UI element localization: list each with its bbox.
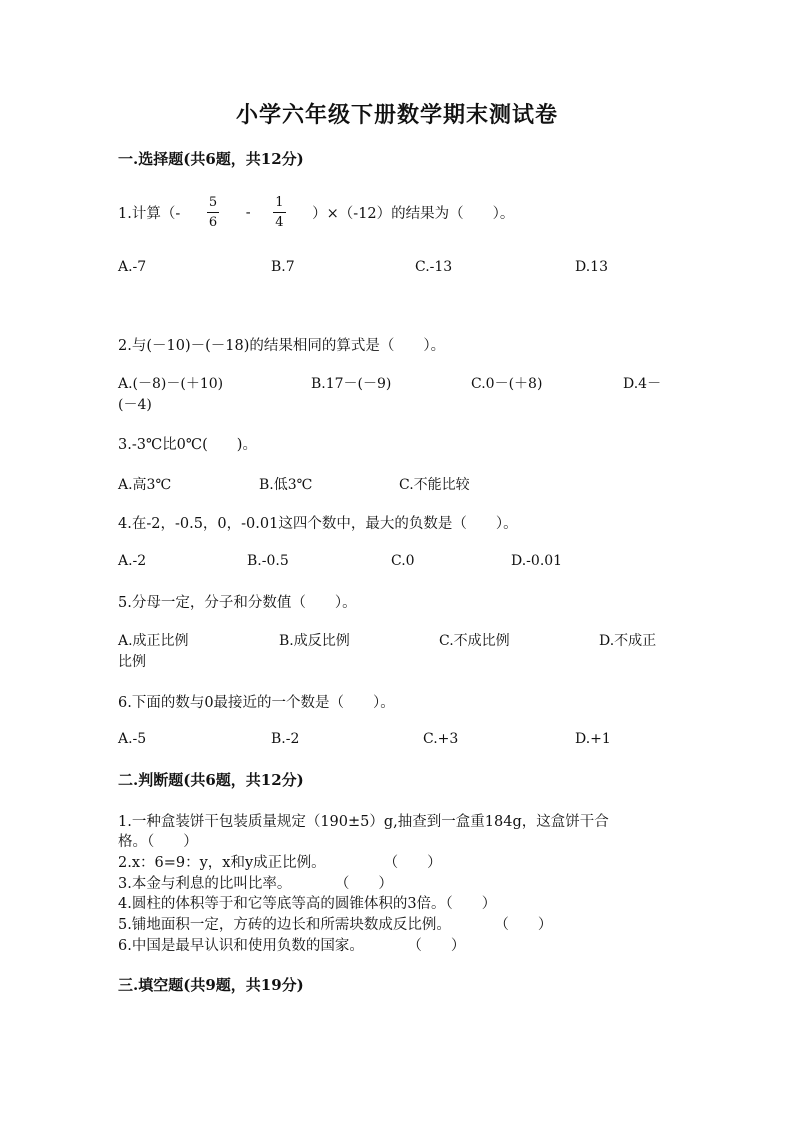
option-d: D.13 bbox=[575, 259, 608, 275]
option-a: A.(－8)－(＋10) bbox=[118, 376, 224, 392]
option-a: A.-2 bbox=[118, 553, 147, 569]
judge-line: 2.x：6=9：y，x和y成正比例。 （ ） bbox=[118, 855, 442, 871]
fraction-numerator: 5 bbox=[208, 195, 218, 210]
option-c: C.0－(＋8) bbox=[471, 376, 543, 392]
option-b: B.低3℃ bbox=[259, 477, 313, 493]
question-1-prefix: 1.计算（- bbox=[118, 206, 181, 222]
judge-line: 5.铺地面积一定，方砖的边长和所需块数成反比例。 （ ） bbox=[118, 917, 553, 933]
option-d: D.-0.01 bbox=[511, 553, 563, 569]
section-heading-choice: 一.选择题(共6题，共12分) bbox=[118, 150, 304, 168]
judge-line: 1.一种盒装饼干包装质量规定（190±5）g,抽查到一盒重184g，这盒饼干合 bbox=[118, 814, 609, 830]
option-d-continuation: 比例 bbox=[118, 654, 146, 670]
fraction-numerator: 1 bbox=[275, 195, 284, 210]
question-6: 6.下面的数与0最接近的一个数是（ ）。 bbox=[118, 695, 395, 711]
question-1-suffix: ）×（-12）的结果为（ ）。 bbox=[312, 206, 515, 222]
question-5: 5.分母一定，分子和分数值（ ）。 bbox=[118, 595, 357, 611]
option-b: B.17－(－9) bbox=[311, 376, 392, 392]
option-b: B.7 bbox=[271, 259, 295, 275]
option-b: B.成反比例 bbox=[279, 633, 350, 649]
question-4: 4.在-2，-0.5，0，-0.01这四个数中，最大的负数是（ ）。 bbox=[118, 516, 518, 532]
option-a: A.成正比例 bbox=[118, 633, 189, 649]
fraction-5-6 bbox=[207, 196, 219, 229]
section-heading-judge: 二.判断题(共6题，共12分) bbox=[118, 771, 304, 789]
section-heading-fill: 三.填空题(共9题，共19分) bbox=[118, 976, 304, 994]
judge-line: 4.圆柱的体积等于和它等底等高的圆锥体积的3倍。（ ） bbox=[118, 896, 497, 912]
option-a: A.-7 bbox=[118, 259, 147, 275]
option-b: B.-0.5 bbox=[247, 553, 289, 569]
option-c: C.0 bbox=[391, 553, 415, 569]
option-d: D.不成正 bbox=[599, 633, 657, 649]
option-a: A.高3℃ bbox=[118, 477, 172, 493]
question-3: 3.-3℃比0℃( )。 bbox=[118, 437, 257, 453]
option-c: C.不能比较 bbox=[399, 477, 470, 493]
page-title: 小学六年级下册数学期末测试卷 bbox=[235, 102, 558, 128]
fraction-denominator: 6 bbox=[207, 212, 219, 229]
option-c: C.-13 bbox=[415, 259, 453, 275]
fraction-1-4 bbox=[273, 196, 285, 229]
minus-sign: - bbox=[245, 204, 251, 221]
judge-line: 格。（ ） bbox=[118, 834, 198, 850]
judge-line: 6.中国是最早认识和使用负数的国家。 （ ） bbox=[118, 938, 466, 954]
option-d: D.4－ bbox=[623, 376, 662, 392]
fraction-denominator: 4 bbox=[273, 212, 285, 229]
option-d-continuation: (－4) bbox=[118, 397, 152, 413]
option-c: C.不成比例 bbox=[439, 633, 510, 649]
question-2: 2.与(－10)－(－18)的结果相同的算式是（ ）。 bbox=[118, 338, 446, 354]
option-d: D.+1 bbox=[575, 731, 611, 747]
option-a: A.-5 bbox=[118, 731, 147, 747]
option-c: C.+3 bbox=[423, 731, 459, 747]
question-1 bbox=[118, 196, 514, 229]
option-b: B.-2 bbox=[271, 731, 300, 747]
judge-line: 3.本金与利息的比叫比率。 （ ） bbox=[118, 876, 393, 892]
